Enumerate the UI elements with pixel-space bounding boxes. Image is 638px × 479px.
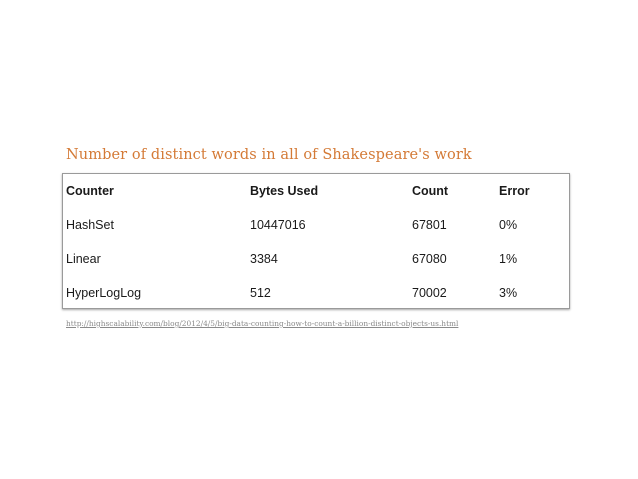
source-link[interactable]: http://highscalability.com/blog/2012/4/5/big-data-counting-how-to-count-a-billion-distinct-objects-us.html: [66, 319, 459, 328]
cell-count: 70002: [412, 286, 447, 300]
table-header-row: [63, 174, 569, 208]
cell-counter: Linear: [66, 252, 101, 266]
header-error: Error: [499, 184, 530, 198]
cell-error: 0%: [499, 218, 518, 232]
comparison-table-frame: [62, 173, 570, 309]
cell-error: 1%: [499, 252, 518, 266]
cell-bytes-used: 3384: [250, 252, 278, 266]
header-counter: Counter: [66, 184, 114, 198]
table-row: [63, 276, 569, 310]
cell-count: 67080: [412, 252, 447, 266]
slide-title: Number of distinct words in all of Shakespeare's work: [66, 147, 472, 163]
cell-count: 67801: [412, 218, 447, 232]
cell-counter: HashSet: [66, 218, 114, 232]
header-bytes-used: Bytes Used: [250, 184, 319, 198]
comparison-table: [63, 174, 569, 310]
table-row: [63, 208, 569, 242]
cell-bytes-used: 10447016: [250, 218, 306, 232]
cell-counter: HyperLogLog: [66, 286, 142, 300]
cell-error: 3%: [499, 286, 518, 300]
table-row: [63, 242, 569, 276]
cell-bytes-used: 512: [250, 286, 271, 300]
header-count: Count: [412, 184, 449, 198]
